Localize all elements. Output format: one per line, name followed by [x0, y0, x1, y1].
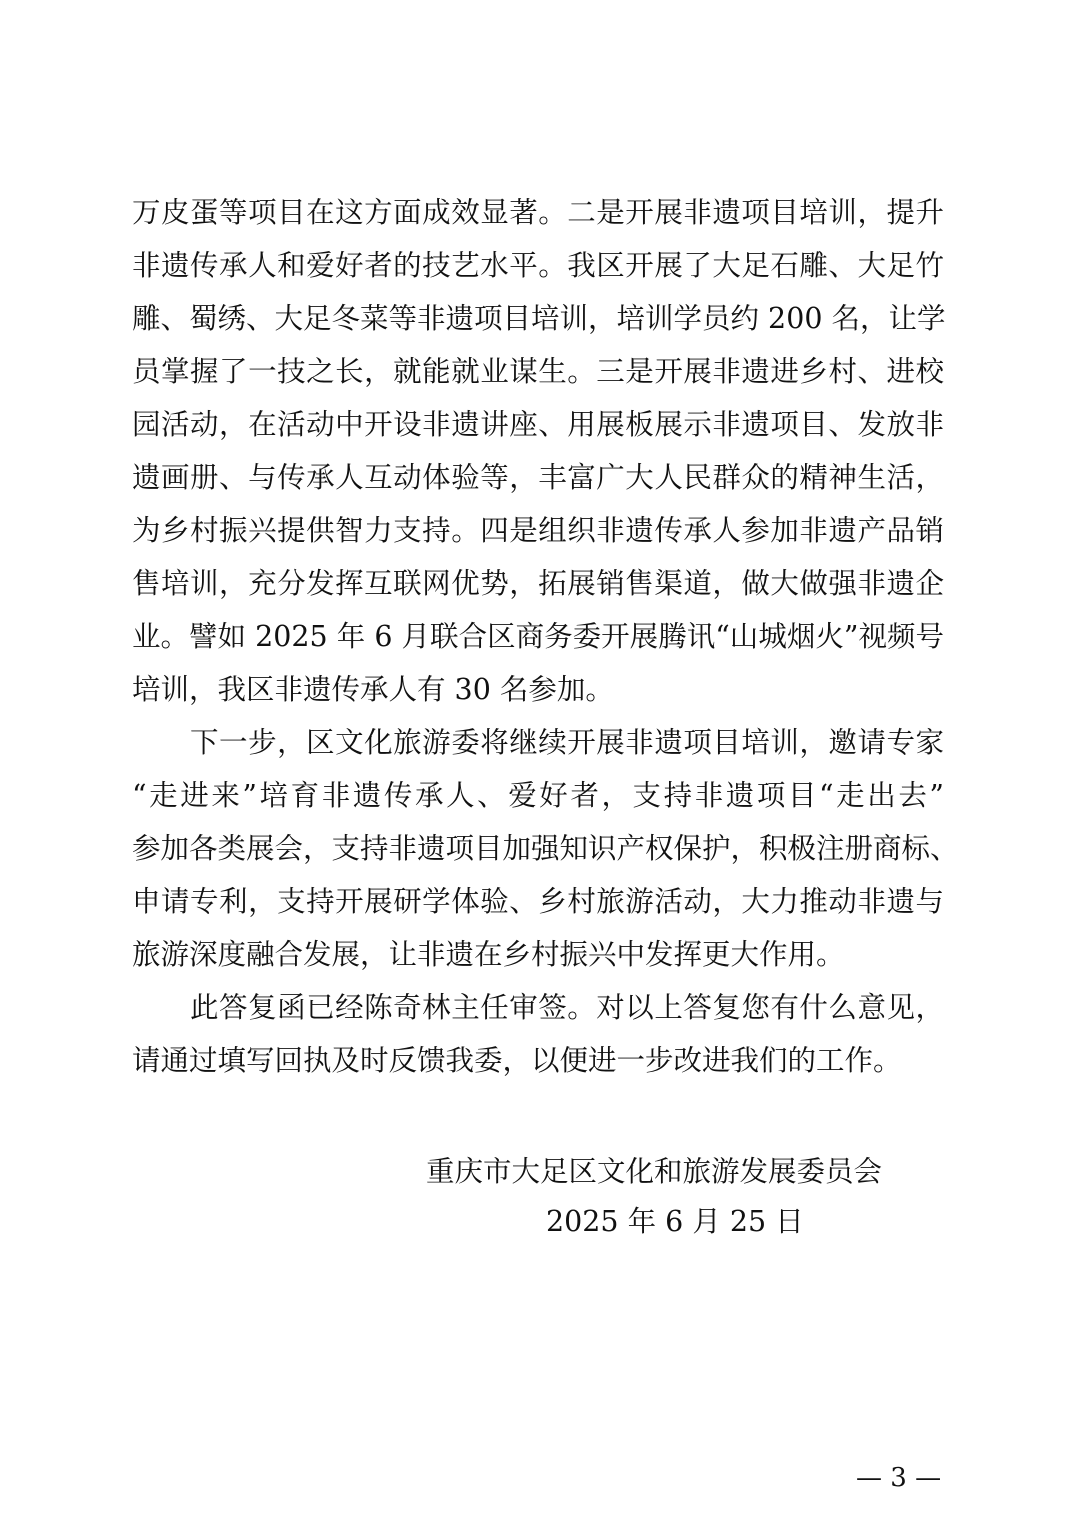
text-line: 参加各类展会，支持非遗项目加强知识产权保护，积极注册商标、	[132, 832, 959, 865]
text-line: 此答复函已经陈奇林主任审签。对以上答复您有什么意见，	[132, 991, 944, 1024]
text-line: 培训，我区非遗传承人有 30 名参加。	[132, 673, 614, 706]
text-line: 员掌握了一技之长，就能就业谋生。三是开展非遗进乡村、进校	[132, 355, 944, 388]
text-line: 为乡村振兴提供智力支持。四是组织非遗传承人参加非遗产品销	[132, 514, 944, 547]
text-line: 非遗传承人和爱好者的技艺水平。我区开展了大足石雕、大足竹	[132, 249, 944, 282]
text-line: 售培训，充分发挥互联网优势，拓展销售渠道，做大做强非遗企	[132, 567, 944, 600]
text-line: 业。譬如 2025 年 6 月联合区商务委开展腾讯“山城烟火”视频号	[132, 620, 944, 653]
signature-organization: 重庆市大足区文化和旅游发展委员会	[426, 1155, 883, 1188]
signature-date: 2025 年 6 月 25 日	[546, 1205, 804, 1238]
text-line: 请通过填写回执及时反馈我委，以便进一步改进我们的工作。	[132, 1044, 902, 1077]
text-line: 雕、蜀绣、大足冬菜等非遗项目培训，培训学员约 200 名，让学	[132, 302, 946, 335]
text-line: “走进来”培育非遗传承人、爱好者，支持非遗项目“走出去”	[132, 779, 944, 812]
body-text	[132, 186, 959, 1087]
text-line: 申请专利，支持开展研学体验、乡村旅游活动，大力推动非遗与	[132, 885, 944, 918]
text-line: 园活动，在活动中开设非遗讲座、用展板展示非遗项目、发放非	[132, 408, 944, 441]
text-line: 旅游深度融合发展，让非遗在乡村振兴中发挥更大作用。	[132, 938, 845, 971]
text-line: 遗画册、与传承人互动体验等，丰富广大人民群众的精神生活，	[132, 461, 944, 494]
text-line: 万皮蛋等项目在这方面成效显著。二是开展非遗项目培训，提升	[132, 196, 944, 229]
text-line: 下一步，区文化旅游委将继续开展非遗项目培训，邀请专家	[132, 726, 944, 759]
page-number: — 3 —	[856, 1463, 942, 1493]
